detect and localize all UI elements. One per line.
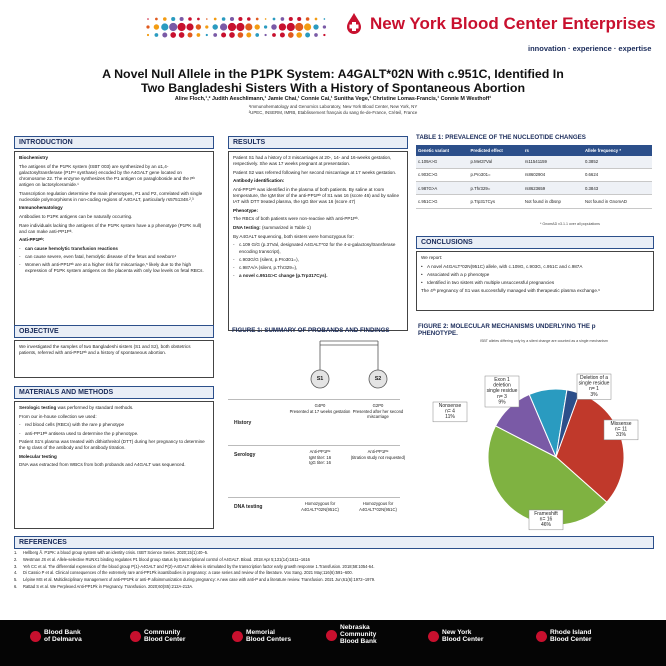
table-row: c.951C>G p.Trp317Cys Not found in dbsnp Not found in GnomAD [416, 195, 652, 208]
drop-icon [428, 631, 439, 642]
conclusions-box [416, 251, 654, 311]
svg-text:single residue: single residue [578, 380, 610, 387]
intro-bullet: - can cause hemolytic transfusion reactions [19, 246, 209, 252]
logo-new-york-blood-center: New York Blood Center [428, 630, 483, 644]
svg-text:46%: 46% [540, 522, 552, 529]
objective-header: OBJECTIVE [14, 325, 214, 338]
results-p1: Patient S1 had a history of 3 miscarriages at 20-, 14- and 16-weeks gestation, respectively. She was 17 weeks pregnant at presentation. [233, 155, 392, 167]
serology-text: was performed by standard methods. [57, 405, 134, 410]
s1-dna: Homozygous for A4GALT*02N(951C) [301, 501, 339, 512]
ab-text: Anti-PP1Pᵏ was identified in the plasma of both patients. By saline at room temperature, the IgM titer of the anti-PP1Pᵏ of S1 was 16 (score 46) and by saline IAT with DTT treated plasma, the IgG titer was 16 (score 47) [233, 187, 399, 205]
svg-text:Frameshift: Frameshift [534, 511, 558, 517]
drop-icon [232, 631, 243, 642]
conclusions-fourth: The 4ᵗʰ pregnancy of S1 was successfully managed with therapeutic plasma exchange.⁶ [421, 288, 601, 294]
intro-box [14, 151, 214, 337]
immuno-p1: Antibodies to P1PK antigens can be naturally occurring. [19, 213, 133, 219]
drop-icon [536, 631, 547, 642]
reference-item: 1. Hellberg Å. P1PK: a blood group system with an identity crisis. ISBT Science Series. 2020;15(1):40–5. [14, 550, 654, 555]
methods-box [14, 401, 214, 529]
references-list [14, 550, 654, 591]
svg-text:Exon 1: Exon 1 [494, 377, 510, 383]
pie-label [485, 376, 519, 407]
immuno-title: Immunohematology [19, 205, 63, 211]
logo-nebraska-community-blood-bank: Nebraska Community Blood Bank [326, 625, 377, 646]
plasma-text: Patient S1's plasma was treated with dithiothreitol (DTT) during her pregnancy to determine the Ig class of the antibody and for antibody titration. [19, 438, 205, 450]
poster-title-line1: A Novel Null Allele in the P1PK System: A4GALT*02N With c.951C, Identified In [102, 67, 564, 81]
fig2-title-line1: FIGURE 2: MOLECULAR MECHANISMS UNDERLYING THE p [418, 323, 596, 330]
tagline: innovation · experience · expertise [528, 44, 652, 53]
svg-text:deletion: deletion [493, 382, 511, 389]
table-col-header: Genetic variant [416, 145, 469, 156]
svg-text:Missense: Missense [610, 421, 632, 427]
fig1-row-serology: Serology Anti-PP1Pᵏ IgM titer: 16 IgG titer: 16 Anti-PP1Pᵏ (titration study not requested) [228, 445, 400, 485]
molecular-text: DNA was extracted from WBCs from both probands and A4GALT was sequenced. [19, 462, 186, 468]
table1-title: TABLE 1: PREVALENCE OF THE NUCLEOTIDE CHANGES [416, 134, 586, 141]
pie-label [433, 402, 467, 422]
molecular-title: Molecular testing [19, 453, 57, 459]
table-col-header: Allele frequency * [583, 145, 652, 156]
table-header-row [416, 145, 652, 156]
drop-icon [326, 630, 337, 641]
fig2-subtitle: ISBT alleles differing only by a silent change are counted as a single mechanism [480, 339, 608, 343]
conclusion-bullet: • Identified in two sisters with multiple unsuccessful pregnancies [421, 280, 649, 286]
logo-rhode-island-blood-center: Rhode Island Blood Center [536, 630, 591, 644]
drop-icon [130, 631, 141, 642]
pedigree-lines [228, 337, 400, 397]
immuno-p2: Rare individuals lacking the antigens of the P1PK system have a p phenotype (P1PK null) and can make anti-PP1Pᵏ. [19, 222, 202, 234]
fig1-diagram [228, 337, 406, 525]
table-row: c.903C>G p.Pro301= rs8602904 0.6624 [416, 168, 652, 181]
intro-bullet: - can cause severe, even fatal, hemolytic disease of the fetus and newborn⁴ [19, 254, 209, 260]
logo-blood-bank-delmarva: Blood Bank of Delmarva [30, 630, 82, 644]
methods-bullet: - anti-PP1Pᵏ antisera used to determine the p phenotype. [19, 431, 209, 437]
logo-community-blood-center: Community Blood Center [130, 630, 185, 644]
s1-history: G4P0 Presented at 17 weeks gestation [289, 403, 351, 414]
s1-serology: Anti-PP1Pᵏ IgM titer: 16 IgG titer: 16 [308, 449, 332, 466]
table-col-header: Predicted effect [469, 145, 523, 156]
footer-logos [0, 620, 666, 666]
brand-dots-graphic [142, 14, 332, 40]
conclusions-header: CONCLUSIONS [416, 236, 654, 249]
svg-text:n= 16: n= 16 [539, 516, 553, 523]
reference-item: 4. Di Cassio P et al. Clinical consequences of the extremely rare anti-PP1Pk isoantibodies in pregnancy: a case series and review of the literature. Vox Sang. 2021 May;116(6):591–600. [14, 570, 654, 575]
conclusion-bullet: • A novel A4GALT*02N(951C) allele, with c.109G, c.903G, c.951C and c.987A [421, 264, 649, 270]
results-box [228, 151, 408, 331]
fig1-row-history: History G4P0 Presented at 17 weeks gestation G2P0 Presented after her second miscarriage [228, 399, 400, 445]
reference-item: 6. Rattad S et al. We Perplexed Anti-PP1Pk in Pregnancy. Transfusion. 2020;60(S5):212A-213A. [14, 584, 654, 589]
affiliation-1: ¹Immunohematology and Genomics Laboratory, New York Blood Center, New York, NY [248, 104, 418, 109]
pie-label [577, 374, 611, 399]
dna-bullet: - c.987A/A (silent, p.Thr329=), [233, 265, 403, 271]
s2-serology: Anti-PP1Pᵏ (titration study not requested) [350, 449, 406, 460]
objective-text: We investigated the samples of two Bangladeshi sisters (S1 and S2), both obstetrics patients, referred with anti-PP1Pᵏ and a history of spontaneous abortion. [19, 344, 191, 356]
svg-text:11%: 11% [445, 414, 455, 421]
table-row: c.109A>G p.Met37Val rs11541159 0.3852 [416, 156, 652, 169]
results-p2: Patient S2 was referred following her second miscarriage at 17 weeks gestation. [233, 169, 397, 175]
reference-item: 3. Yeh CC et al. The differential expression of the blood group P(1)-A4GALT and P(2)-A4GALT alleles is stimulated by the transcription factor early growth response 1.Transfusion. 2018;58:1054-64. [14, 564, 654, 569]
dna-intro: By A4GALT sequencing, both sisters were homozygous for: [233, 233, 354, 239]
svg-text:Deletion of a: Deletion of a [579, 375, 609, 381]
table1-note: * GnomAD v3.1.1 over all populations [540, 222, 600, 226]
anti-title: Anti-PP1Pᵏ: [19, 237, 45, 243]
intro-bullet: - Women with anti-PP1Pᵏ are at a higher risk for miscarriage,⁵ likely due to the high expression of P1PK system antigens on the placenta with only low levels on fetal RBCs. [19, 262, 209, 274]
prevalence-table [416, 145, 652, 209]
serology-title: Serologic testing [19, 405, 57, 410]
logo-memorial-blood-centers: Memorial Blood Centers [232, 630, 291, 644]
s1-label: S1 [316, 376, 324, 382]
intro-header: INTRODUCTION [14, 136, 214, 149]
svg-text:31%: 31% [615, 432, 627, 439]
pheno-title: Phenotype: [233, 207, 259, 213]
affiliation-2: ²UPEC, INSERM, IMRB, Etablissement français du sang Ile-de-France, Créteil, France [248, 110, 418, 115]
fig2-title-line2: PHENOTYPE. [418, 330, 458, 337]
ab-title: Antibody identification: [233, 178, 285, 184]
results-header: RESULTS [228, 136, 408, 149]
novel-bullet: - a novel c.951G>C change (p.Trp317Cys). [233, 273, 403, 279]
fig1-title: FIGURE 1: SUMMARY OF PROBANDS AND FINDINGS [232, 327, 390, 334]
svg-text:n= 3: n= 3 [497, 393, 507, 400]
biochem-p2: Transcription regulation determine the main phenotypes, P1 and P2, correlated with single nucleotide polymorphisms in non-coding regions of A4GALT, particularly rs5751348.²,³ [19, 190, 203, 202]
svg-text:single residue: single residue [486, 388, 518, 395]
svg-text:n= 11: n= 11 [614, 426, 628, 433]
drop-icon [30, 631, 41, 642]
svg-text:n= 1: n= 1 [589, 386, 599, 393]
conclusions-report: We report: [421, 255, 443, 260]
mechanism-pie-chart [416, 345, 654, 535]
authors: Aline Floch,¹,² Judith Aeschlimann,¹ Jamie Chai,¹ Connie Cai,¹ Sunitha Vege,¹ Christine Lomas-Francis,¹ Connie M Westhoff¹ [174, 96, 492, 102]
pheno-text: The RBCs of both patients were non-reactive with anti-PP1Pᵏ. [233, 216, 359, 222]
pie-label [604, 420, 638, 440]
pie-label [529, 510, 563, 530]
table-col-header: rs [523, 145, 583, 156]
reference-item: 5. Lépine MS et al. Multidisciplinary management of anti-PP1Pk or anti-P alloimmunization during pregnancy: A new case with anti-P and a literature review. Transfusion. 2021 Jun;61(6):1972–1979. [14, 577, 654, 582]
org-name: New York Blood Center Enterprises [370, 14, 656, 33]
table-row: c.987G>A p.Thr329= rs8623659 0.3843 [416, 182, 652, 195]
conclusion-bullet: • Associated with a p phenotype [421, 272, 649, 278]
dna-bullet: - c.903G/G (silent, p.Pro301=), [233, 257, 403, 263]
dna-title: DNA testing: [233, 225, 261, 231]
inhouse-text: From our in-house collection we used: [19, 413, 97, 419]
nybc-logo-icon [343, 12, 365, 34]
svg-text:n= 4: n= 4 [445, 408, 455, 415]
dna-bullet: - c.109 G/G (p.37Val, designated A4GALT*02 for the 4-α-galactosyltransferase encoding transcript), [233, 242, 403, 254]
reference-item: 2. Westman JS et al. Allele-selective RUNX1 binding regulates P1 blood group status by transcriptional control of A4GALT. Blood. 2018 Apr 5;131(14):1611–1616 [14, 557, 654, 562]
s2-label: S2 [374, 376, 382, 382]
svg-text:9%: 9% [498, 399, 506, 406]
references-header: REFERENCES [14, 536, 654, 549]
methods-header: MATERIALS AND METHODS [14, 386, 214, 399]
s2-dna: Homozygous for A4GALT*02N(951C) [359, 501, 397, 512]
svg-text:Nonsense: Nonsense [438, 403, 462, 409]
svg-text:3%: 3% [590, 391, 598, 398]
methods-bullet: - red blood cells (RBCs) with the rare p phenotype [19, 422, 209, 428]
fig1-row-dna: DNA testing Homozygous for A4GALT*02N(951C) Homozygous for A4GALT*02N(951C) [228, 497, 400, 521]
objective-box [14, 340, 214, 378]
biochem-p1: The antigens of the P1PK system (ISBT 003) are synthesized by an α1,4-galactosyltransferase (P1P⁴ synthase) encoded by the A4GALT gene located on chromosome 22. The enzyme synthesizes the P1 antigen on paragloboside and the Pᵏ antigen on lactosylceramide.¹ [19, 163, 195, 187]
s2-history: G2P0 Presented after her second miscarriage [352, 403, 404, 420]
biochem-title: Biochemistry [19, 155, 49, 160]
poster-title-line2: Two Bangladeshi Sisters With a History of Spontaneous Abortion [140, 81, 526, 95]
dna-suffix: (summarized in Table 1) [261, 225, 311, 231]
